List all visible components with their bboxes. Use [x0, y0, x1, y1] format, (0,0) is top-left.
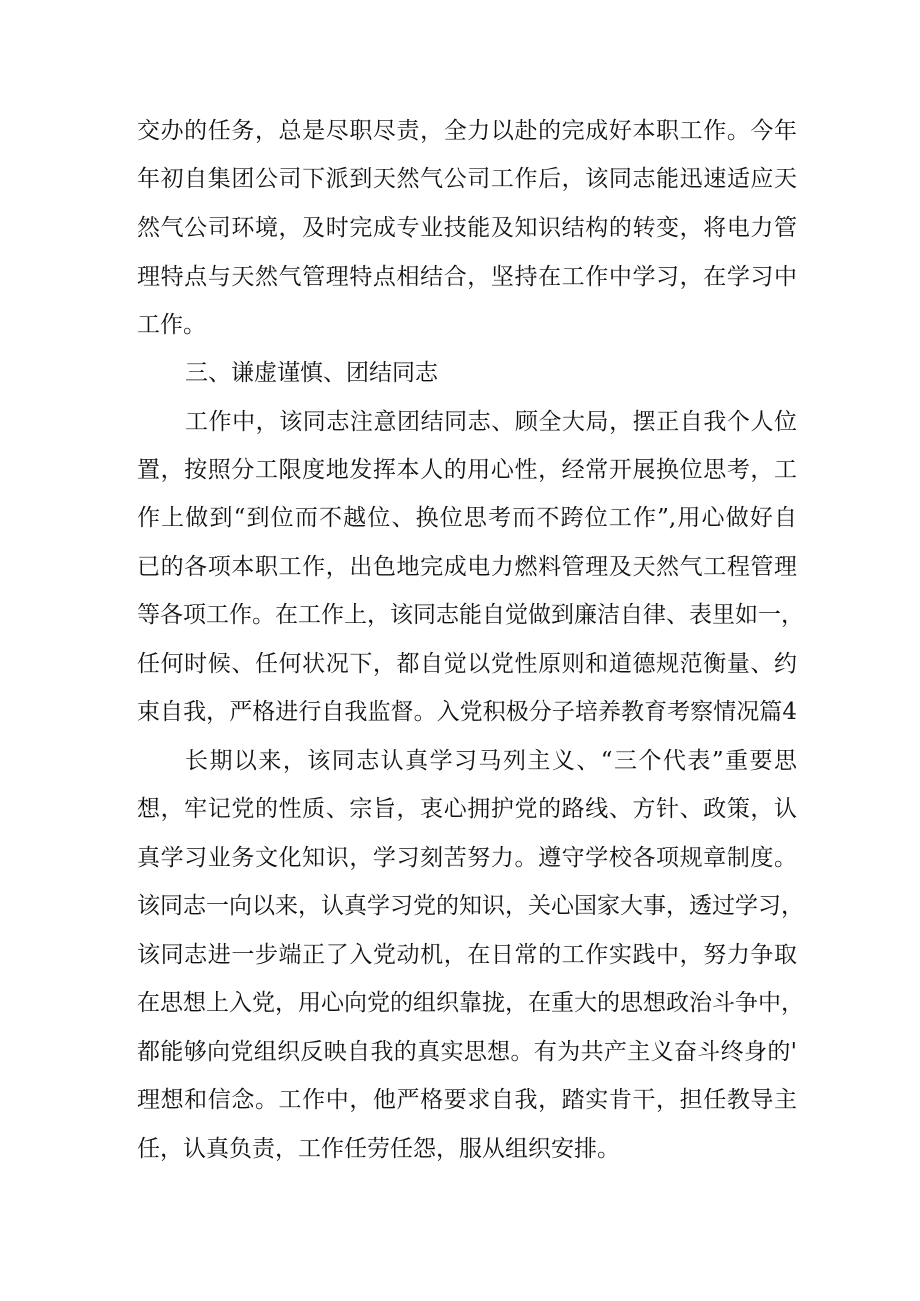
paragraph-line: 年初自集团公司下派到天然气公司工作后，该同志能迅速适应天	[137, 166, 797, 192]
paragraph-line: 真学习业务文化知识，学习刻苦努力。遵守学校各项规章制度。	[137, 845, 797, 871]
paragraph-line: 交办的任务，总是尽职尽责，全力以赴的完成好本职工作。今年	[137, 118, 797, 144]
paragraph-line: 都能够向党组织反映自我的真实思想。有为共产主义奋斗终身的'	[137, 1039, 797, 1065]
paragraph-line: 理特点与天然气管理特点相结合，坚持在工作中学习，在学习中	[137, 264, 797, 290]
paragraph-line: 任，认真负责，工作任劳任怨，服从组织安排。	[137, 1136, 620, 1162]
paragraph-line: 等各项工作。在工作上，该同志能自觉做到廉洁自律、表里如一，	[137, 602, 804, 628]
paragraph-line: 该同志进一步端正了入党动机，在日常的工作实践中，努力争取	[137, 942, 797, 968]
paragraph-line: 理想和信念。工作中，他严格要求自我，踏实肯干，担任教导主	[137, 1087, 797, 1113]
paragraph-line: 束自我，严格进行自我监督。入党积极分子培养教育考察情况篇4	[137, 699, 797, 725]
paragraph-line: 已的各项本职工作，出色地完成电力燃料管理及天然气工程管理	[137, 554, 797, 580]
paragraph-line: 在思想上入党，用心向党的组织靠拢，在重大的思想政治斗争中，	[137, 990, 804, 1016]
section-heading: 三、谦虚谨慎、团结同志	[185, 360, 438, 386]
paragraph-line: 然气公司环境，及时完成专业技能及知识结构的转变，将电力管	[137, 215, 797, 241]
paragraph-line: 工作。	[137, 312, 206, 338]
paragraph-line: 任何时候、任何状况下，都自觉以党性原则和道德规范衡量、约	[137, 651, 797, 677]
paragraph-line: 置，按照分工限度地发挥本人的用心性，经常开展换位思考，工	[137, 457, 797, 483]
paragraph-line: 该同志一向以来，认真学习党的知识，关心国家大事，透过学习，	[137, 893, 804, 919]
paragraph-line: 作上做到“到位而不越位、换位思考而不跨位工作”,用心做好自	[137, 505, 797, 531]
paragraph-line: 想，牢记党的性质、宗旨，衷心拥护党的路线、方针、政策，认	[137, 796, 797, 822]
paragraph-line: 长期以来，该同志认真学习马列主义、“三个代表”重要思	[185, 748, 797, 774]
paragraph-line: 工作中，该同志注意团结同志、顾全大局，摆正自我个人位	[185, 409, 797, 435]
